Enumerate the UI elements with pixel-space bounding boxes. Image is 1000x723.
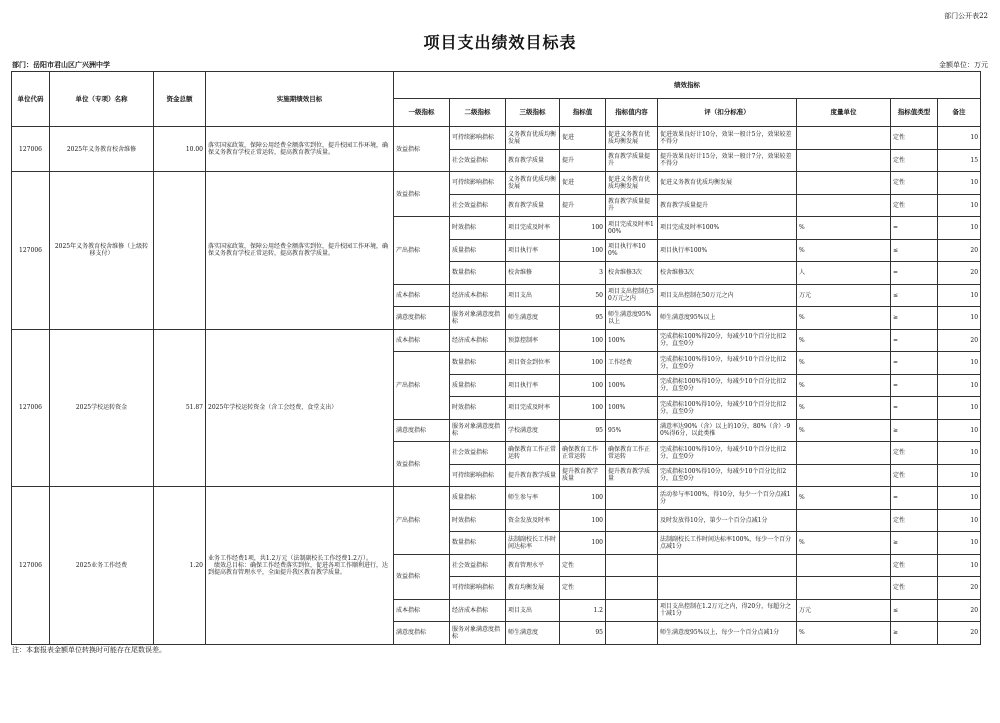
indicator-value: 50 [560,284,606,307]
remark: 10 [938,352,981,375]
remark: 20 [938,239,981,262]
header-val: 指标值 [560,99,606,127]
indicator-value: 100 [560,509,606,532]
header-code: 单位代码 [12,72,50,127]
measure-unit [797,172,891,195]
scoring-standard: 促进效果良好计10分，效果一般计5分，效果较差不得分 [658,127,797,150]
indicator-level1: 满意度指标 [394,307,450,330]
indicator-level3: 师生满意度 [506,622,560,645]
value-type: 定性 [891,194,938,217]
remark: 15 [938,149,981,172]
indicator-level2: 可持续影响指标 [450,577,506,600]
remark: 10 [938,442,981,465]
scoring-standard: 项目完成及时率100% [658,217,797,240]
indicator-value: 100 [560,239,606,262]
indicator-content: 工作经费 [606,352,658,375]
remark: 10 [938,374,981,397]
value-type: 定性 [891,554,938,577]
remark: 20 [938,622,981,645]
remark: 10 [938,487,981,510]
indicator-value: 95 [560,307,606,330]
header-remark: 备注 [938,99,981,127]
scoring-standard: 教育教学质量提升 [658,194,797,217]
indicator-level3: 提升教育教学质量 [506,464,560,487]
indicator-level1: 产出指标 [394,487,450,555]
indicator-level1: 产出指标 [394,217,450,285]
header-measure: 度量单位 [797,99,891,127]
project-target: 落实国家政策，保障公用经费全额落实到位，提升校园工作环境，确保义务教育学校正常运转，提高教育教学质量。 [206,172,394,330]
indicator-value: 100 [560,487,606,510]
measure-unit: % [797,532,891,555]
indicator-value: 100 [560,532,606,555]
value-type: ≤ [891,284,938,307]
value-type: 定性 [891,172,938,195]
indicator-content: 确保教育工作正常运转 [606,442,658,465]
indicator-value: 提升 [560,194,606,217]
indicator-value: 提升教育教学质量 [560,464,606,487]
project-total: 10.00 [154,127,206,172]
indicator-content: 师生满意度95%以上 [606,307,658,330]
value-type: = [891,217,938,240]
indicator-content [606,509,658,532]
indicator-content: 教育教学质量提升 [606,149,658,172]
project-code: 127006 [12,329,50,487]
measure-unit: % [797,352,891,375]
indicator-level2: 可持续影响指标 [450,172,506,195]
indicator-level1: 满意度指标 [394,622,450,645]
indicator-level2: 经济成本指标 [450,329,506,352]
indicator-level3: 项目执行率 [506,239,560,262]
indicator-level3: 师生满意度 [506,307,560,330]
measure-unit: 万元 [797,284,891,307]
remark: 20 [938,577,981,600]
table-row [12,172,981,195]
table-row [12,329,981,352]
indicator-level2: 社会效益指标 [450,554,506,577]
remark: 10 [938,554,981,577]
indicator-content: 校舍维修3次 [606,262,658,285]
indicator-level1: 效益指标 [394,554,450,599]
project-total: 1.20 [154,487,206,645]
scoring-standard: 项目支出控制在1.2万元之内，得20分，每超分之十减1分 [658,599,797,622]
scoring-standard: 校舍维修3次 [658,262,797,285]
project-target: 2025年学校运转资金（含工会经费、食堂支出） [206,329,394,487]
indicator-content: 100% [606,397,658,420]
indicator-value: 95 [560,622,606,645]
indicator-value: 确保教育工作正常运转 [560,442,606,465]
remark: 10 [938,194,981,217]
indicator-level1: 成本指标 [394,329,450,352]
measure-unit [797,127,891,150]
indicator-value: 提升 [560,149,606,172]
scoring-standard: 完成指标100%得10分，每减少10个百分比扣2分，直至0分 [658,352,797,375]
project-code: 127006 [12,172,50,330]
indicator-level1: 效益指标 [394,127,450,172]
indicator-level2: 时效指标 [450,217,506,240]
project-name: 2025年义务教育校舍维修（上级转移支付） [50,172,154,330]
value-type: ≥ [891,419,938,442]
indicator-level3: 项目执行率 [506,374,560,397]
indicator-level3: 法制副校长工作时间达标率 [506,532,560,555]
scoring-standard: 项目执行率100% [658,239,797,262]
measure-unit: % [797,239,891,262]
indicator-value: 定性 [560,577,606,600]
scoring-standard: 完成指标100%得10分，每减少10个百分比扣2分，直至0分 [658,397,797,420]
indicator-content: 教育教学质量提升 [606,194,658,217]
indicator-content: 项目执行率100% [606,239,658,262]
measure-unit: % [797,217,891,240]
indicator-value: 100 [560,397,606,420]
project-code: 127006 [12,487,50,645]
value-type: = [891,374,938,397]
indicator-level3: 教育教学质量 [506,194,560,217]
header-total: 资金总额 [154,72,206,127]
value-type: 定性 [891,464,938,487]
header-vtype: 指标值类型 [891,99,938,127]
indicator-level3: 师生参与率 [506,487,560,510]
indicator-level2: 服务对象满意度指标 [450,622,506,645]
measure-unit: % [797,329,891,352]
remark: 10 [938,217,981,240]
value-type: 定性 [891,509,938,532]
measure-unit [797,464,891,487]
value-type: ≥ [891,307,938,330]
remark: 10 [938,464,981,487]
measure-unit [797,509,891,532]
indicator-content: 100% [606,374,658,397]
indicator-value: 100 [560,374,606,397]
indicator-level3: 教育管理水平 [506,554,560,577]
indicator-value: 100 [560,217,606,240]
project-total [154,172,206,330]
indicator-level2: 可持续影响指标 [450,464,506,487]
project-name: 2025学校运转资金 [50,329,154,487]
indicator-value: 促进 [560,127,606,150]
scoring-standard: 完成指标100%得10分，每减少10个百分比扣2分，直至0分 [658,374,797,397]
indicator-level3: 预算控制率 [506,329,560,352]
header-name: 单位（专项）名称 [50,72,154,127]
header-target: 实施期绩效目标 [206,72,394,127]
measure-unit: % [797,374,891,397]
project-target: 业务工作经费1项，共1.2万元（法制副校长工作经费1.2万）。 绩效总目标：确保工作经费落实到位，促进各项工作顺利进行，达到提高教育管理水平，全面提升我区教育教学质量。 [206,487,394,645]
remark: 10 [938,307,981,330]
indicator-content [606,532,658,555]
measure-unit [797,442,891,465]
value-type: 定性 [891,577,938,600]
indicator-level3: 项目资金到位率 [506,352,560,375]
value-type: = [891,487,938,510]
indicator-level3: 教育教学质量 [506,149,560,172]
indicator-level2: 经济成本指标 [450,284,506,307]
remark: 10 [938,397,981,420]
value-type: ≤ [891,239,938,262]
performance-table [11,71,981,645]
project-code: 127006 [12,127,50,172]
header-perf: 绩效指标 [394,72,981,99]
indicator-level3: 教育均衡发展 [506,577,560,600]
scoring-standard: 提升效果良好计15分，效果一般计7分，效果较差不得分 [658,149,797,172]
header-content: 指标值内容 [606,99,658,127]
indicator-value: 100 [560,329,606,352]
indicator-level2: 社会效益指标 [450,194,506,217]
footnote: 注：本套报表金额单位转换时可能存在尾数误差。 [12,646,166,654]
value-type: 定性 [891,127,938,150]
indicator-level3: 义务教育优质均衡发展 [506,127,560,150]
indicator-level2: 质量指标 [450,239,506,262]
project-target: 落实国家政策，保障公用经费全额落实到位，提升校园工作环境，确保义务教育学校正常运转，提高教育教学质量。 [206,127,394,172]
remark: 10 [938,284,981,307]
indicator-level3: 项目支出 [506,284,560,307]
indicator-level1: 效益指标 [394,442,450,487]
measure-unit [797,194,891,217]
indicator-level1: 成本指标 [394,599,450,622]
scoring-standard: 师生满意度95%以上，每少一个百分点减1分 [658,622,797,645]
indicator-level1: 效益指标 [394,172,450,217]
remark: 10 [938,532,981,555]
indicator-content [606,622,658,645]
indicator-level2: 服务对象满意度指标 [450,307,506,330]
indicator-level3: 校舍维修 [506,262,560,285]
value-type: ≤ [891,599,938,622]
indicator-value: 1.2 [560,599,606,622]
indicator-value: 100 [560,352,606,375]
page-title: 项目支出绩效目标表 [423,33,577,52]
measure-unit: % [797,487,891,510]
remark: 20 [938,329,981,352]
scoring-standard: 满意率达90%（含）以上的10分，80%（含）-90%得6分，以此类推 [658,419,797,442]
indicator-content: 项目支出控制在50万元之内 [606,284,658,307]
indicator-level3: 确保教育工作正常运转 [506,442,560,465]
indicator-level3: 项目完成及时率 [506,397,560,420]
header-l3: 三级指标 [506,99,560,127]
indicator-level2: 数量指标 [450,262,506,285]
indicator-level3: 义务教育优质均衡发展 [506,172,560,195]
indicator-level2: 时效指标 [450,509,506,532]
project-total: 51.87 [154,329,206,487]
scoring-standard [658,577,797,600]
indicator-content: 促进义务教育优质均衡发展 [606,172,658,195]
value-type: 定性 [891,442,938,465]
indicator-content: 95% [606,419,658,442]
indicator-level2: 社会效益指标 [450,149,506,172]
scoring-standard: 活动参与率100%，得10分，每少一个百分点减1分 [658,487,797,510]
indicator-content: 提升教育教学质量 [606,464,658,487]
indicator-level3: 项目支出 [506,599,560,622]
project-name: 2025业务工作经费 [50,487,154,645]
indicator-level2: 社会效益指标 [450,442,506,465]
measure-unit: % [797,397,891,420]
scoring-standard: 法制副校长工作时间达标率100%，每少一个百分点减1分 [658,532,797,555]
value-type: 定性 [891,149,938,172]
indicator-level2: 数量指标 [450,532,506,555]
scoring-standard: 师生满意度95%以上 [658,307,797,330]
indicator-level2: 经济成本指标 [450,599,506,622]
indicator-value: 95 [560,419,606,442]
indicator-level2: 可持续影响指标 [450,127,506,150]
indicator-level2: 服务对象满意度指标 [450,419,506,442]
scoring-standard: 完成指标100%得10分，每减少10个百分比扣2分，直至0分 [658,464,797,487]
indicator-content: 促进义务教育优质均衡发展 [606,127,658,150]
remark: 10 [938,509,981,532]
scoring-standard [658,554,797,577]
indicator-value: 定性 [560,554,606,577]
indicator-level3: 资金发放及时率 [506,509,560,532]
table-row [12,487,981,510]
scoring-standard: 完成指标100%得20分，每减少10个百分比扣2分，直至0分 [658,329,797,352]
header-l2: 二级指标 [450,99,506,127]
indicator-level3: 项目完成及时率 [506,217,560,240]
measure-unit: 万元 [797,599,891,622]
indicator-content [606,599,658,622]
department-label: 部门：岳阳市君山区广兴洲中学 [12,60,110,69]
value-type: = [891,397,938,420]
indicator-value: 促进 [560,172,606,195]
scoring-standard: 促进义务教育优质均衡发展 [658,172,797,195]
indicator-content [606,487,658,510]
indicator-level1: 产出指标 [394,352,450,420]
indicator-content [606,577,658,600]
remark: 20 [938,262,981,285]
header-l1: 一级指标 [394,99,450,127]
indicator-content [606,554,658,577]
indicator-level2: 数量指标 [450,352,506,375]
measure-unit [797,554,891,577]
remark: 10 [938,127,981,150]
indicator-level2: 质量指标 [450,487,506,510]
table-row [12,127,981,150]
remark: 10 [938,172,981,195]
table-number: 部门公开表22 [944,12,988,20]
value-type: = [891,352,938,375]
measure-unit: 人 [797,262,891,285]
scoring-standard: 项目支出控制在50万元之内 [658,284,797,307]
measure-unit: % [797,622,891,645]
remark: 10 [938,419,981,442]
unit-label: 金额单位：万元 [939,61,988,69]
indicator-level2: 时效指标 [450,397,506,420]
indicator-content: 项目完成及时率100% [606,217,658,240]
value-type: = [891,262,938,285]
indicator-level2: 质量指标 [450,374,506,397]
indicator-level1: 成本指标 [394,284,450,307]
measure-unit: % [797,307,891,330]
measure-unit [797,149,891,172]
indicator-value: 3 [560,262,606,285]
indicator-level3: 学校满意度 [506,419,560,442]
value-type: ≥ [891,622,938,645]
scoring-standard: 及时发放得10分，第少一个百分点减1分 [658,509,797,532]
value-type: = [891,329,938,352]
measure-unit [797,577,891,600]
indicator-content: 100% [606,329,658,352]
header-score: 评（扣分标准） [658,99,797,127]
scoring-standard: 完成指标100%得10分，每减少10个百分比扣2分，直至0分 [658,442,797,465]
value-type: ≥ [891,532,938,555]
indicator-level1: 满意度指标 [394,419,450,442]
project-name: 2025年义务教育校舍维修 [50,127,154,172]
measure-unit: % [797,419,891,442]
remark: 20 [938,599,981,622]
